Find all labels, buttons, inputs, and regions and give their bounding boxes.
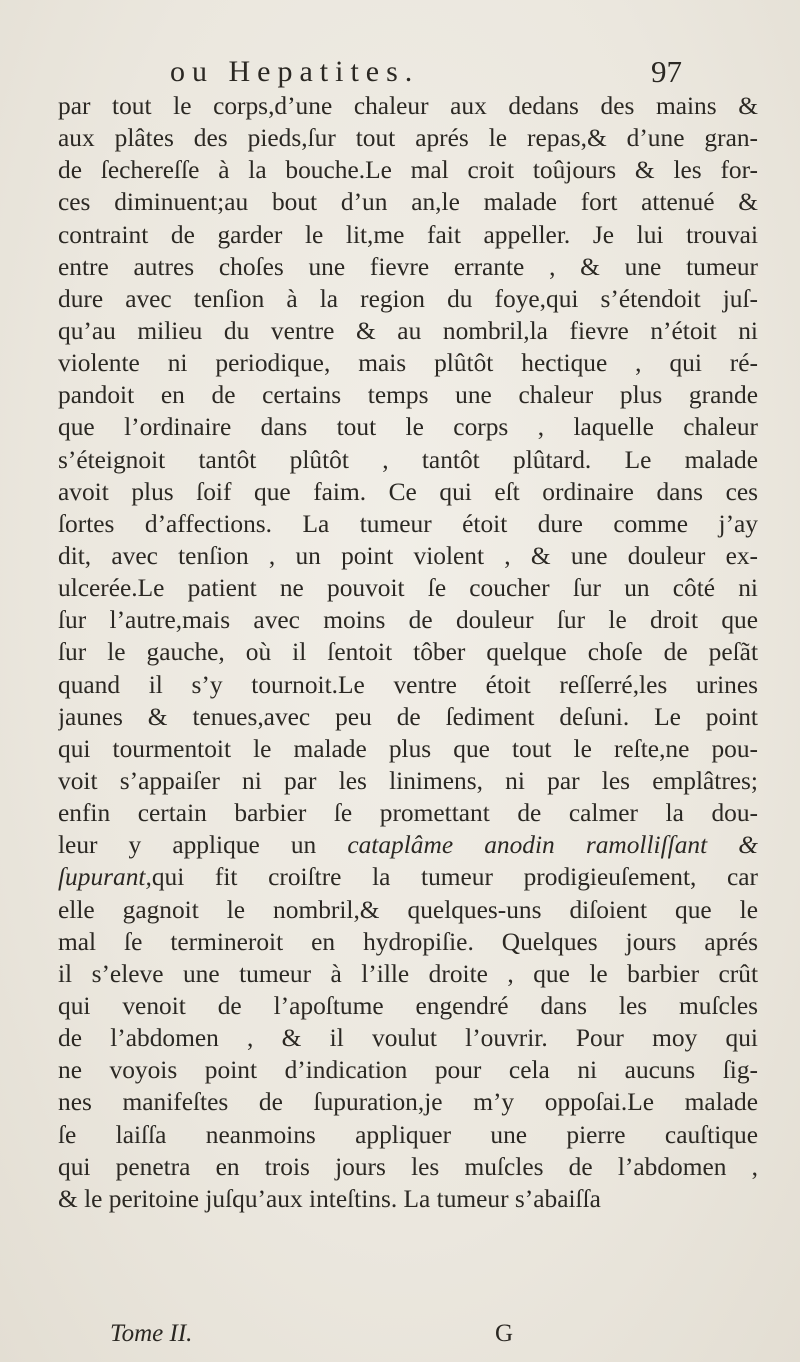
text-line — [58, 829, 758, 861]
text-line: qui tourmentoit le malade plus que tout le reſte,ne pou- — [58, 734, 758, 763]
text-line: & le peritoine juſqu’aux inteſtins. La tumeur s’abaiſſa — [58, 1184, 601, 1213]
text-line: elle gagnoit le nombril,& quelques-uns diſoient que le — [58, 895, 758, 924]
text-line: qu’au milieu du ventre & au nombril,la fievre n’étoit ni — [58, 316, 758, 345]
text-line: ulcerée.Le patient ne pouvoit ſe coucher ſur un côté ni — [58, 574, 758, 603]
italic-word: ſupurant, — [58, 863, 152, 892]
body-text — [58, 90, 758, 1215]
text-line: avoit plus ſoif que faim. Ce qui eſt ordinaire dans ces — [58, 477, 758, 506]
text-line: ſur l’autre,mais avec moins de douleur ſur le droit que — [58, 606, 758, 635]
text-line: il s’eleve une tumeur à l’ille droite , que le barbier crût — [58, 959, 758, 988]
page-number: 97 — [651, 54, 682, 89]
text-line: pandoit en de certains temps une chaleur plus grande — [58, 381, 758, 410]
text-line: entre autres choſes une fievre errante , & une tumeur — [58, 252, 758, 281]
text-line: de ſechereſſe à la bouche.Le mal croit toûjours & les for- — [58, 156, 758, 185]
text-line — [58, 861, 758, 893]
text-line: qui penetra en trois jours les muſcles de l’abdomen , — [58, 1152, 758, 1181]
text-line: ſe laiſſa neanmoins appliquer une pierre cauſtique — [58, 1120, 758, 1149]
volume-label: Tome II. — [110, 1320, 193, 1347]
page-footer — [110, 1318, 630, 1350]
text-line-end: qui fit croiſtre la tumeur prodigieuſement, car — [151, 863, 758, 892]
italic-phrase: cataplâme anodin ramolliſſant & — [347, 831, 758, 860]
text-line: ſur le gauche, où il ſentoit tôber quelque choſe de peſãt — [58, 638, 758, 667]
text-line: contraint de garder le lit,me fait appeller. Je lui trouvai — [58, 220, 758, 249]
text-line: ne voyois point d’indication pour cela ni aucuns ſig- — [58, 1056, 758, 1085]
text-line: aux plâtes des pieds,ſur tout aprés le repas,& d’une gran- — [58, 124, 758, 153]
text-line: mal ſe termineroit en hydropiſie. Quelques jours aprés — [58, 927, 758, 956]
text-line: dure avec tenſion à la region du foye,qui s’étendoit juſ- — [58, 284, 758, 313]
text-line: jaunes & tenues,avec peu de ſediment deſuni. Le point — [58, 702, 758, 731]
text-line: dit, avec tenſion , un point violent , & une douleur ex- — [58, 541, 758, 570]
text-line: quand il s’y tournoit.Le ventre étoit reſſerré,les urines — [58, 670, 758, 699]
running-title: ou Hepatites. — [170, 55, 420, 88]
text-line: par tout le corps,d’une chaleur aux dedans des mains & — [58, 92, 758, 120]
text-line: qui venoit de l’apoſtume engendré dans les muſcles — [58, 991, 758, 1020]
text-line: violente ni periodique, mais plûtôt hectique , qui ré- — [58, 349, 758, 378]
text-line: nes manifeſtes de ſupuration,je m’y oppoſai.Le malade — [58, 1088, 758, 1117]
text-line-start: leur y applique un — [58, 831, 317, 860]
running-head — [170, 52, 690, 92]
text-line: ces diminuent;au bout d’un an,le malade fort attenué & — [58, 188, 758, 217]
text-line: que l’ordinaire dans tout le corps , laquelle chaleur — [58, 413, 758, 442]
text-line: de l’abdomen , & il voulut l’ouvrir. Pour moy qui — [58, 1024, 758, 1053]
text-line: voit s’appaiſer ni par les linimens, ni par les emplâtres; — [58, 766, 758, 795]
signature-mark: G — [495, 1320, 514, 1347]
text-line: enfin certain barbier ſe promettant de calmer la dou- — [58, 799, 758, 828]
text-line: s’éteignoit tantôt plûtôt , tantôt plûtard. Le malade — [58, 445, 758, 474]
text-line: ſortes d’affections. La tumeur étoit dure comme j’ay — [58, 509, 758, 538]
